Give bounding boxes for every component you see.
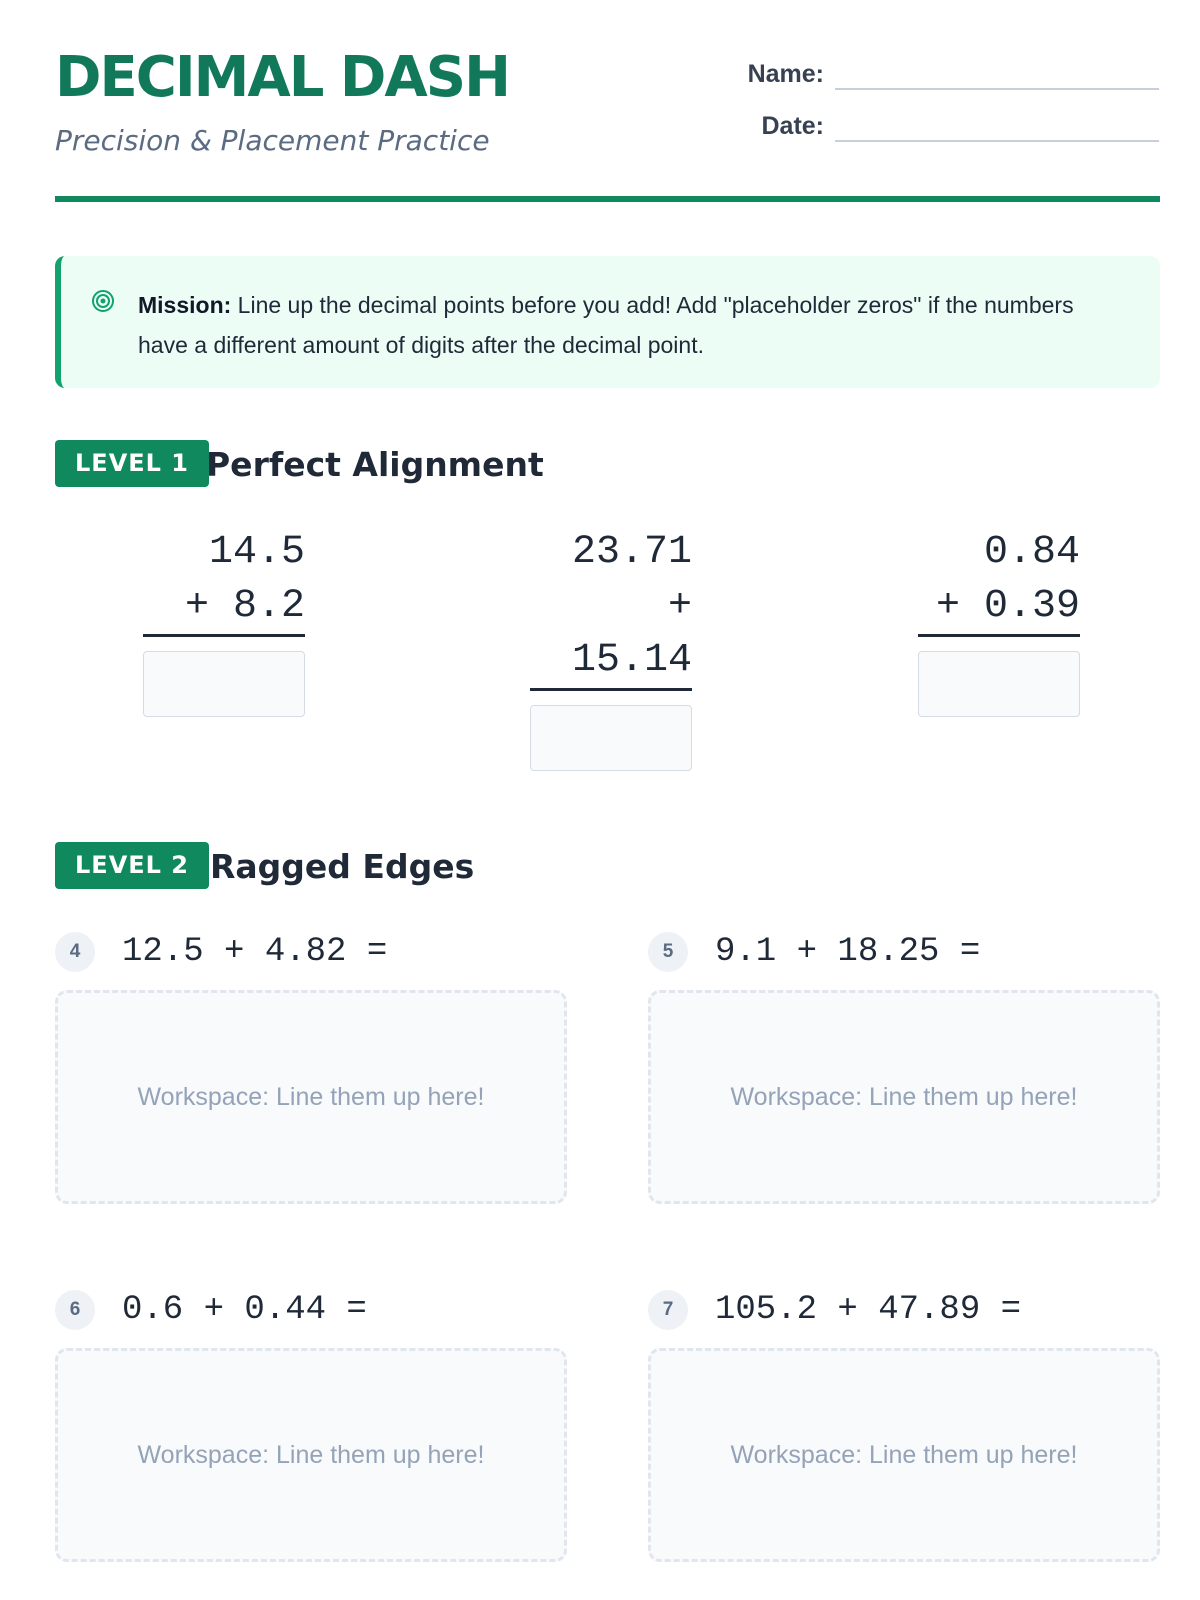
worksheet-page — [55, 0, 1160, 1600]
problem-number: 6 — [55, 1290, 95, 1330]
workspace-box[interactable] — [55, 1348, 567, 1562]
answer-box-2[interactable] — [530, 705, 692, 771]
sum-line — [530, 688, 692, 691]
name-label: Name: — [747, 60, 824, 88]
workspace-hint: Workspace: Line them up here! — [137, 1082, 485, 1111]
problem-number: 4 — [55, 932, 95, 972]
date-field[interactable] — [835, 140, 1159, 142]
problem-operand: 15.14 — [571, 638, 692, 683]
problem-operand: 0.84 — [983, 530, 1080, 575]
problem-expression: 105.2 + 47.89 = — [715, 1291, 1022, 1329]
problem-number: 5 — [648, 932, 688, 972]
page-title: DECIMAL DASH — [55, 45, 509, 110]
problem-operand: + 8.2 — [184, 584, 305, 629]
target-icon — [91, 289, 115, 313]
workspace-hint: Workspace: Line them up here! — [137, 1440, 485, 1469]
level-2-title: Ragged Edges — [210, 847, 475, 886]
answer-box-1[interactable] — [143, 651, 305, 717]
problem-operand: + 0.39 — [935, 584, 1080, 629]
level-2-badge: LEVEL 2 — [55, 842, 209, 889]
workspace-hint: Workspace: Line them up here! — [730, 1082, 1078, 1111]
page-subtitle: Precision & Placement Practice — [55, 124, 490, 157]
answer-box-3[interactable] — [918, 651, 1080, 717]
vertical-problem-2 — [530, 526, 692, 771]
workspace-box[interactable] — [648, 990, 1160, 1204]
problem-operator: + — [667, 584, 692, 629]
workspace-hint: Workspace: Line them up here! — [730, 1440, 1078, 1469]
sum-line — [918, 634, 1080, 637]
workspace-box[interactable] — [648, 1348, 1160, 1562]
mission-label: Mission: — [138, 292, 232, 318]
problem-number: 7 — [648, 1290, 688, 1330]
problem-expression: 9.1 + 18.25 = — [715, 933, 981, 971]
sum-line — [143, 634, 305, 637]
mission-text — [138, 285, 1118, 365]
level-1-badge: LEVEL 1 — [55, 440, 209, 487]
name-field[interactable] — [835, 88, 1159, 90]
mission-instructions: Line up the decimal points before you add! Add "placeholder zeros" if the numbers have a different amount of digits after the decimal point. — [138, 292, 1074, 358]
problem-expression: 12.5 + 4.82 = — [122, 933, 388, 971]
vertical-problem-3 — [918, 526, 1080, 717]
mission-box — [55, 256, 1160, 388]
problem-expression: 0.6 + 0.44 = — [122, 1291, 367, 1329]
problem-operand: 23.71 — [571, 530, 692, 575]
header-divider — [55, 196, 1160, 202]
workspace-box[interactable] — [55, 990, 567, 1204]
vertical-problem-1 — [143, 526, 305, 717]
date-label: Date: — [761, 112, 824, 140]
problem-operand: 14.5 — [208, 530, 305, 575]
level-1-title: Perfect Alignment — [206, 445, 544, 484]
